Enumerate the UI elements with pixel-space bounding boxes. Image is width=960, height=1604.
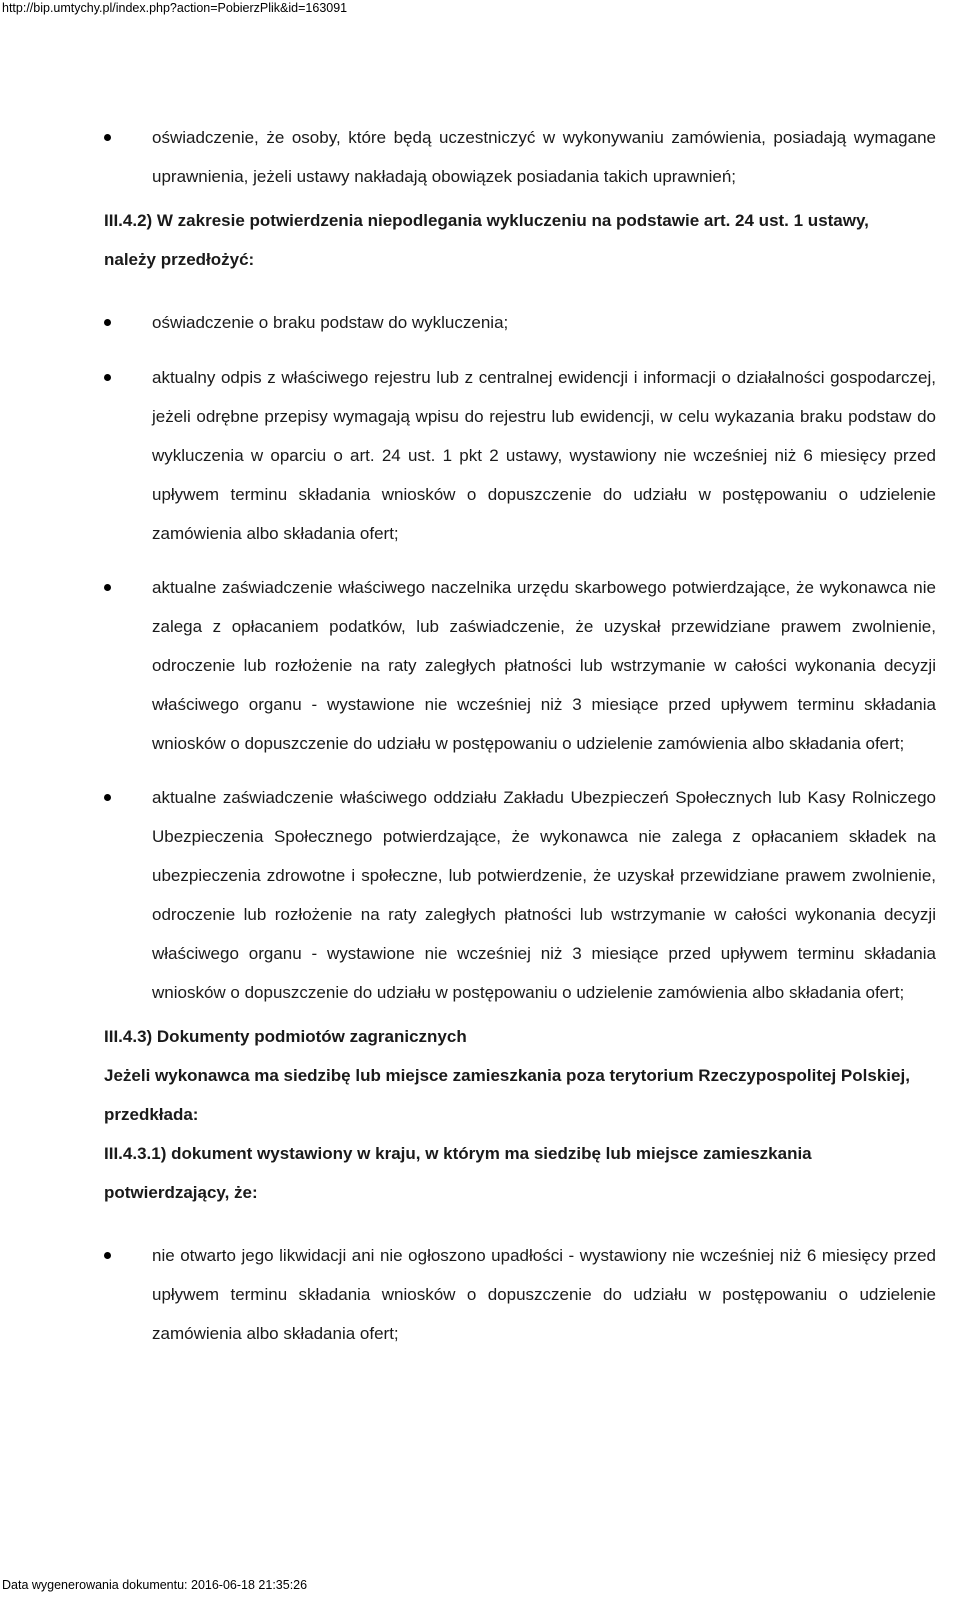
- list-item-text: oświadczenie, że osoby, które będą uczestniczyć w wykonywaniu zamówienia, posiadają wymagane uprawnienia, jeżeli ustawy nakładają obowiązek posiadania takich uprawnień;: [152, 128, 936, 186]
- list-item: [104, 358, 936, 553]
- bullet-icon: [104, 319, 111, 326]
- bullet-icon: [104, 374, 111, 381]
- bullet-icon: [104, 134, 111, 141]
- section-subheading: Jeżeli wykonawca ma siedzibę lub miejsce zamieszkania poza terytorium Rzeczypospolitej Polskiej, przedkłada:: [104, 1066, 910, 1124]
- bullet-icon: [104, 584, 111, 591]
- bullet-icon: [104, 794, 111, 801]
- list-item-text: nie otwarto jego likwidacji ani nie ogłoszono upadłości - wystawiony nie wcześniej niż 6 miesięcy przed upływem terminu składania wniosków o dopuszczenie do udziału w postępowaniu o udzielenie zamówienia albo składania ofert;: [152, 1246, 936, 1343]
- list-item-text: oświadczenie o braku podstaw do wykluczenia;: [152, 313, 509, 332]
- list-item: [104, 568, 936, 763]
- section-heading: III.4.2) W zakresie potwierdzenia niepodlegania wykluczeniu na podstawie art. 24 ust. 1 ustawy, należy przedłożyć:: [104, 211, 869, 269]
- list-item: [104, 118, 936, 196]
- generation-date-footer: Data wygenerowania dokumentu: 2016-06-18 21:35:26: [2, 1578, 308, 1592]
- list-item-text: aktualny odpis z właściwego rejestru lub z centralnej ewidencji i informacji o działalności gospodarczej, jeżeli odrębne przepisy wymagają wpisu do rejestru lub ewidencji, w celu wykazania braku podstaw do wykluczenia w oparciu o art. 24 ust. 1 pkt 2 ustawy, wystawiony nie wcześniej niż 6 miesięcy przed upływem terminu składania wniosków o dopuszczenie do udziału w postępowaniu o udzielenie zamówienia albo składania ofert;: [152, 368, 936, 543]
- section-heading: III.4.3) Dokumenty podmiotów zagranicznych: [104, 1027, 467, 1046]
- bullet-icon: [104, 1252, 111, 1259]
- list-item: [104, 778, 936, 1012]
- document-body: [104, 118, 936, 1353]
- list-item-text: aktualne zaświadczenie właściwego oddziału Zakładu Ubezpieczeń Społecznych lub Kasy Rolniczego Ubezpieczenia Społecznego potwierdzające, że wykonawca nie zalega z opłacaniem składek na ubezpieczenia zdrowotne i społeczne, lub potwierdzenie, że uzyskał przewidziane prawem zwolnienie, odroczenie lub rozłożenie na raty zaległych płatności lub wstrzymanie w całości wykonania decyzji właściwego organu - wystawione nie wcześniej niż 3 miesiące przed upływem terminu składania wniosków o dopuszczenie do udziału w postępowaniu o udzielenie zamówienia albo składania ofert;: [152, 788, 936, 1002]
- page-url-header: http://bip.umtychy.pl/index.php?action=PobierzPlik&id=163091: [2, 1, 348, 15]
- list-item: [104, 303, 936, 342]
- list-item-text: aktualne zaświadczenie właściwego naczelnika urzędu skarbowego potwierdzające, że wykonawca nie zalega z opłacaniem podatków, lub zaświadczenie, że uzyskał przewidziane prawem zwolnienie, odroczenie lub rozłożenie na raty zaległych płatności lub wstrzymanie w całości wykonania decyzji właściwego organu - wystawione nie wcześniej niż 3 miesiące przed upływem terminu składania wniosków o dopuszczenie do udziału w postępowaniu o udzielenie zamówienia albo składania ofert;: [152, 578, 936, 753]
- section-subheading: III.4.3.1) dokument wystawiony w kraju, w którym ma siedzibę lub miejsce zamieszkania potwierdzający, że:: [104, 1144, 812, 1202]
- list-item: [104, 1236, 936, 1353]
